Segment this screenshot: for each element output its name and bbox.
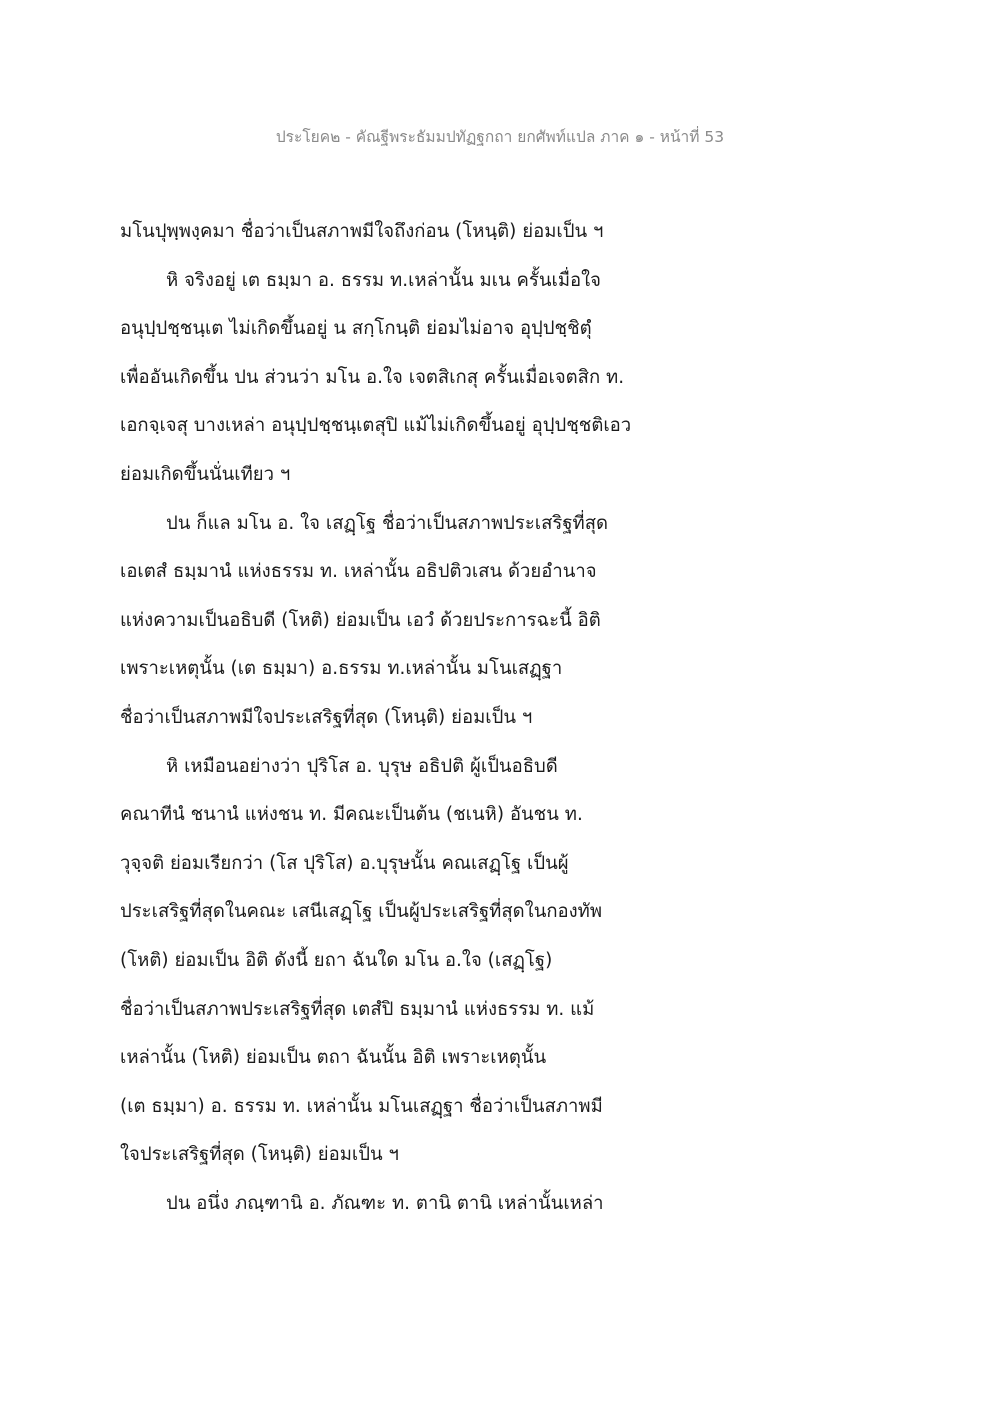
text-line-3: อนุปฺปชฺชนฺเต ไม่เกิดขึ้นอยู่ น สกฺโกนฺติ ย่อมไม่อาจ อุปฺปชฺชิตุํ (120, 318, 592, 340)
page-header (0, 124, 1000, 149)
text-line-17: ชื่อว่าเป็นสภาพประเสริฐที่สุด เตสํปิ ธมฺมานํ แห่งธรรม ท. แม้ (120, 998, 595, 1020)
body-text (120, 208, 740, 1228)
text-line-16: (โหติ) ย่อมเป็น อิติ ดังนี้ ยถา ฉันใด มโน อ.ใจ (เสฏฺโฐ) (120, 949, 553, 971)
text-line-18: เหล่านั้น (โหติ) ย่อมเป็น ตถา ฉันนั้น อิติ เพราะเหตุนั้น (120, 1047, 547, 1069)
text-line-19: (เต ธมฺมา) อ. ธรรม ท. เหล่านั้น มโนเสฏฺฐา ชื่อว่าเป็นสภาพมี (120, 1095, 603, 1117)
text-line-21: ปน อนึ่ง ภณฺฑานิ อ. ภัณฑะ ท. ตานิ ตานิ เหล่านั้นเหล่า (166, 1192, 604, 1214)
text-line-9: แห่งความเป็นอธิบดี (โหติ) ย่อมเป็น เอวํ ด้วยประการฉะนี้ อิติ (120, 609, 601, 631)
text-line-11: ชื่อว่าเป็นสภาพมีใจประเสริฐที่สุด (โหนฺติ) ย่อมเป็น ฯ (120, 706, 533, 728)
text-line-20: ใจประเสริฐที่สุด (โหนฺติ) ย่อมเป็น ฯ (120, 1144, 399, 1166)
text-line-4: เพื่ออันเกิดขึ้น ปน ส่วนว่า มโน อ.ใจ เจตสิเกสุ ครั้นเมื่อเจตสิก ท. (120, 366, 625, 388)
text-line-15: ประเสริฐที่สุดในคณะ เสนีเสฏฺโฐ เป็นผู้ประเสริฐที่สุดในกองทัพ (120, 901, 603, 923)
text-line-5: เอกจฺเจสุ บางเหล่า อนุปฺปชฺชนฺเตสุปิ แม้ไม่เกิดขึ้นอยู่ อุปฺปชฺชติเอว (120, 415, 632, 437)
text-line-2: หิ จริงอยู่ เต ธมฺมา อ. ธรรม ท.เหล่านั้น มเน ครั้นเมื่อใจ (166, 269, 601, 291)
text-line-7: ปน ก็แล มโน อ. ใจ เสฏฺโฐ ชื่อว่าเป็นสภาพประเสริฐที่สุด (166, 512, 609, 534)
text-line-12: หิ เหมือนอย่างว่า ปุริโส อ. บุรุษ อธิปติ ผู้เป็นอธิบดี (166, 755, 558, 777)
text-line-14: วุจฺจติ ย่อมเรียกว่า (โส ปุริโส) อ.บุรุษนั้น คณเสฏฺโฐ เป็นผู้ (120, 852, 569, 874)
text-line-8: เอเตสํ ธมฺมานํ แห่งธรรม ท. เหล่านั้น อธิปติวเสน ด้วยอำนาจ (120, 561, 597, 583)
text-line-13: คณาทีนํ ชนานํ แห่งชน ท. มีคณะเป็นต้น (ชเนหิ) อันชน ท. (120, 804, 583, 826)
text-line-1: มโนปุพฺพงฺคมา ชื่อว่าเป็นสภาพมีใจถึงก่อน (โหนฺติ) ย่อมเป็น ฯ (120, 221, 604, 242)
text-line-6: ย่อมเกิดขึ้นนั่นเทียว ฯ (120, 463, 291, 485)
page-header-text: ประโยค๒ - คัณฐีพระธัมมปทัฏฐกถา ยกศัพท์แปล ภาค ๑ - หน้าที่ 53 (275, 128, 725, 146)
text-line-10: เพราะเหตุนั้น (เต ธมฺมา) อ.ธรรม ท.เหล่านั้น มโนเสฏฺฐา (120, 658, 563, 680)
